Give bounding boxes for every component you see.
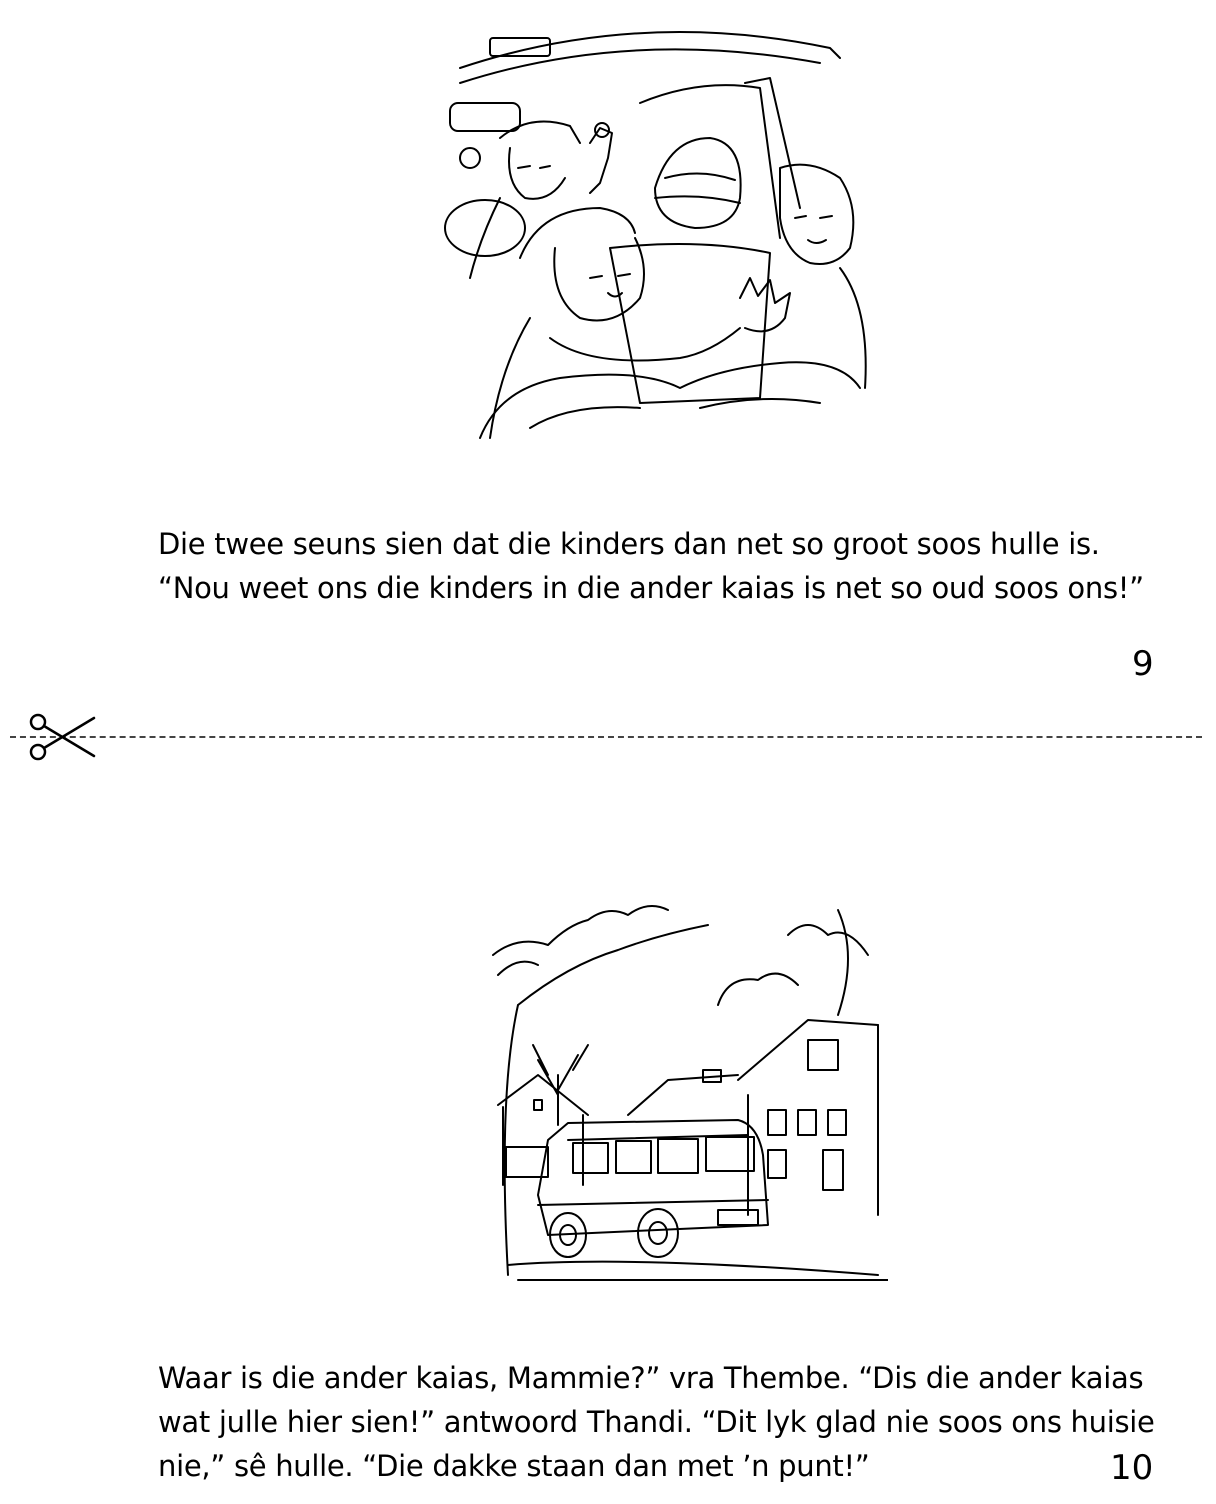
street-houses-illustration	[478, 895, 888, 1285]
page-9-number: 9	[1132, 644, 1154, 684]
page-10-number: 10	[1110, 1448, 1154, 1488]
page-9-paragraph	[158, 522, 1144, 610]
page-9-line-1: Die twee seuns sien dat die kinders dan net so groot soos hulle is.	[158, 527, 1100, 561]
page-10-paragraph	[158, 1356, 1155, 1488]
page-10-line-1: Waar is die ander kaias, Mammie?” vra Thembe. “Dis die ander kaias	[158, 1361, 1144, 1395]
minibus-interior-illustration	[440, 8, 880, 448]
cut-line-divider	[10, 736, 1202, 738]
page-10-line-3: nie,” sê hulle. “Die dakke staan dan met ’n punt!”	[158, 1449, 870, 1483]
page-9-line-2: “Nou weet ons die kinders in die ander kaias is net so oud soos ons!”	[158, 571, 1144, 605]
page-10-line-2: wat julle hier sien!” antwoord Thandi. “Dit lyk glad nie soos ons huisie	[158, 1405, 1155, 1439]
scissors-icon	[28, 712, 100, 762]
